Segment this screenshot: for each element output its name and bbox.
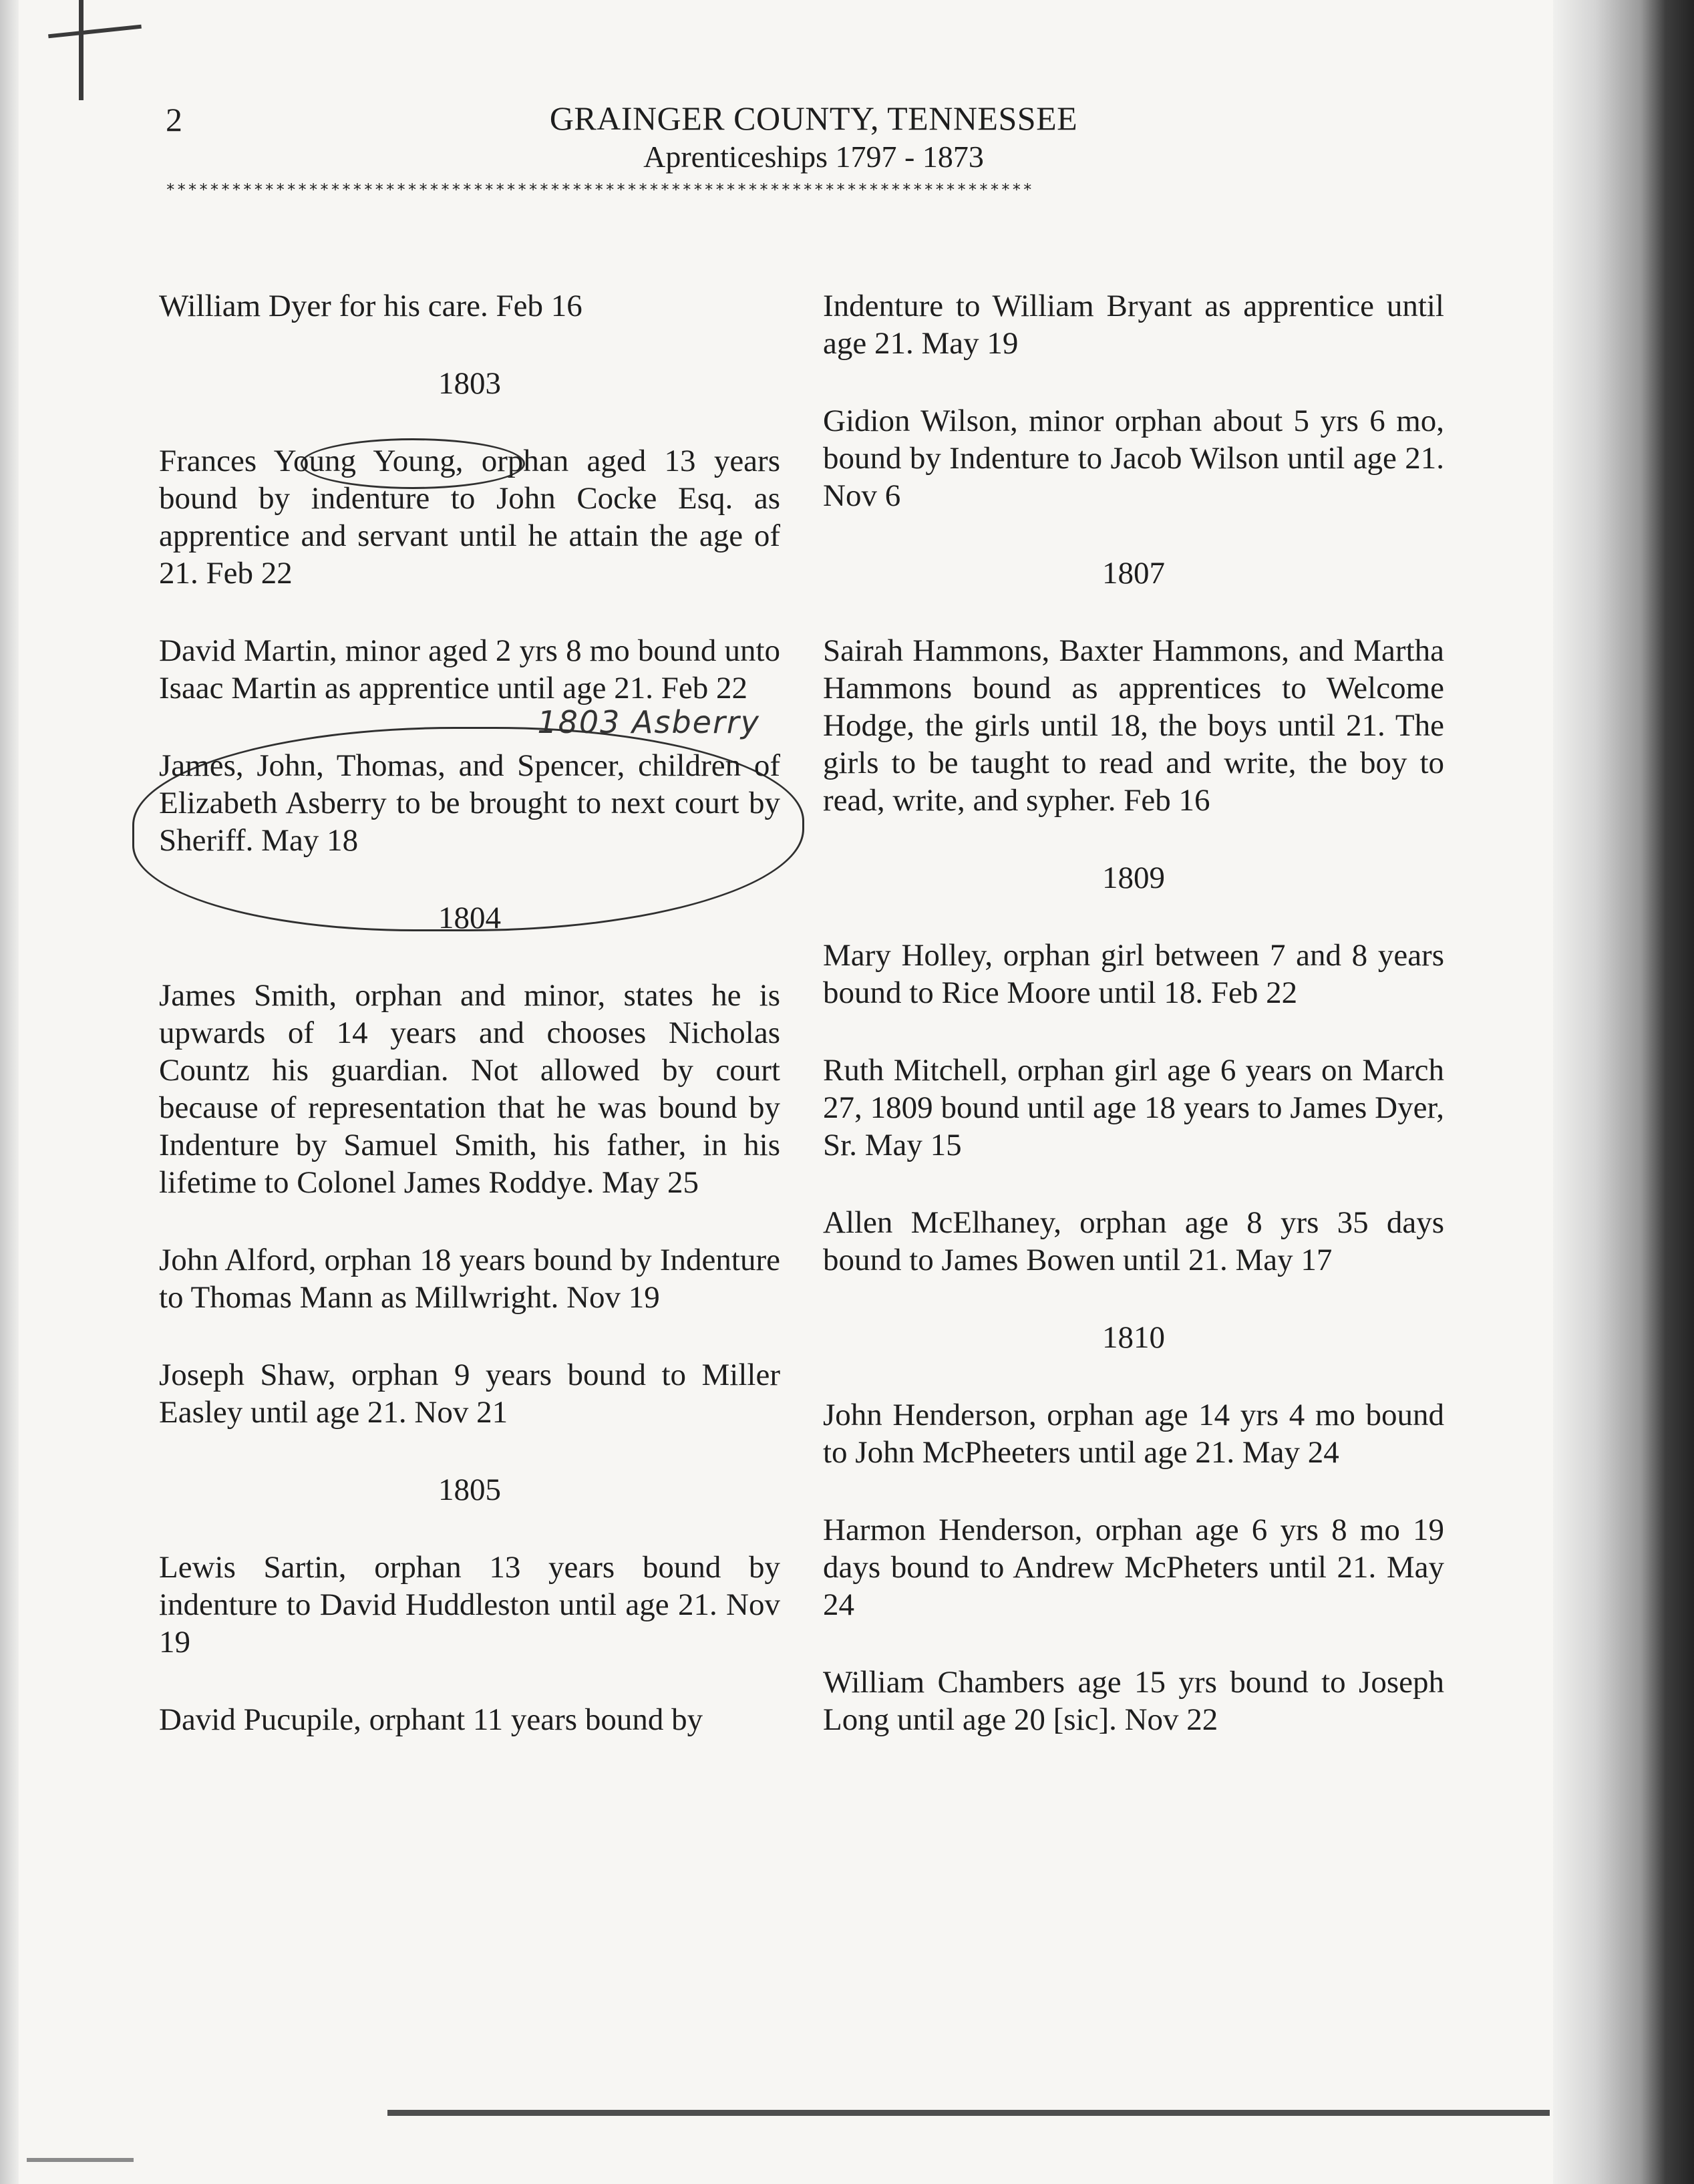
page-subtitle: Aprenticeships 1797 - 1873 — [643, 140, 984, 174]
entry: Sairah Hammons, Baxter Hammons, and Martha Hammons bound as apprentices to Welcome Hodge, the girls until 18, the boys until 21. The girls to be taught to read and write, the boy to read, write, and sypher. Feb 16 — [823, 633, 1444, 818]
entry: Joseph Shaw, orphan 9 years bound to Miller Easley until age 21. Nov 21 — [159, 1358, 780, 1430]
entry: David Pucupile, orphant 11 years bound by — [159, 1702, 703, 1737]
entry: Frances Young Young, orphan aged 13 years bound by indenture to John Cocke Esq. as apprentice and servant until he attain the age of 21. Feb 22 — [159, 444, 780, 591]
left-column — [159, 287, 780, 1778]
entry: William Dyer for his care. Feb 16 — [159, 289, 582, 323]
entry: Indenture to William Bryant as apprentice until age 21. May 19 — [823, 289, 1444, 361]
entry: David Martin, minor aged 2 yrs 8 mo bound unto Isaac Martin as apprentice until age 21. Feb 22 — [159, 633, 780, 706]
year-heading: 1809 — [1102, 861, 1165, 895]
entry: Harmon Henderson, orphan age 6 yrs 8 mo 19 days bound to Andrew McPheters until 21. May 24 — [823, 1513, 1444, 1622]
year-heading: 1805 — [438, 1472, 501, 1507]
year-heading: 1803 — [438, 366, 501, 401]
year-heading: 1804 — [438, 901, 501, 935]
entry: John Alford, orphan 18 years bound by Indenture to Thomas Mann as Millwright. Nov 19 — [159, 1243, 780, 1315]
scan-mark-stroke — [48, 25, 142, 39]
scan-bottom-rule — [387, 2110, 1550, 2116]
entry-with-name-circle — [159, 442, 780, 592]
entry: Ruth Mitchell, orphan girl age 6 years on March 27, 1809 bound until age 18 years to James Dyer, Sr. May 15 — [823, 1053, 1444, 1162]
page-title: GRAINGER COUNTY, TENNESSEE — [549, 100, 1078, 137]
asterisk-divider: ******************************************************************************* — [166, 180, 1034, 199]
year-heading: 1810 — [1102, 1320, 1165, 1355]
entry: Gidion Wilson, minor orphan about 5 yrs 6 mo, bound by Indenture to Jacob Wilson until age 21. Nov 6 — [823, 404, 1444, 513]
scan-bottom-mark — [27, 2158, 134, 2162]
entry: James, John, Thomas, and Spencer, children of Elizabeth Asberry to be brought to next court by Sheriff. May 18 — [159, 748, 780, 858]
year-heading: 1807 — [1102, 556, 1165, 591]
scan-edge-left — [0, 0, 19, 2184]
scan-edge-right — [1553, 0, 1694, 2184]
entry: Allen McElhaney, orphan age 8 yrs 35 days bound to James Bowen until 21. May 17 — [823, 1205, 1444, 1277]
page-number: 2 — [166, 101, 182, 138]
entry: James Smith, orphan and minor, states he is upwards of 14 years and chooses Nicholas Countz his guardian. Not allowed by court because of representation that he was bound by Indenture by Samuel Smith, his father, in his lifetime to Colonel James Roddye. May 25 — [159, 978, 780, 1200]
entry: William Chambers age 15 yrs bound to Joseph Long until age 20 [sic]. Nov 22 — [823, 1665, 1444, 1737]
right-column — [823, 287, 1444, 1778]
handwritten-note: 1803 Asberry — [537, 704, 760, 740]
entry: John Henderson, orphan age 14 yrs 4 mo bound to John McPheeters until age 21. May 24 — [823, 1398, 1444, 1470]
entry: Lewis Sartin, orphan 13 years bound by indenture to David Huddleston until age 21. Nov 19 — [159, 1550, 780, 1660]
scan-mark — [79, 0, 83, 100]
annotated-entry — [159, 704, 780, 859]
entry: Mary Holley, orphan girl between 7 and 8 years bound to Rice Moore until 18. Feb 22 — [823, 938, 1444, 1010]
